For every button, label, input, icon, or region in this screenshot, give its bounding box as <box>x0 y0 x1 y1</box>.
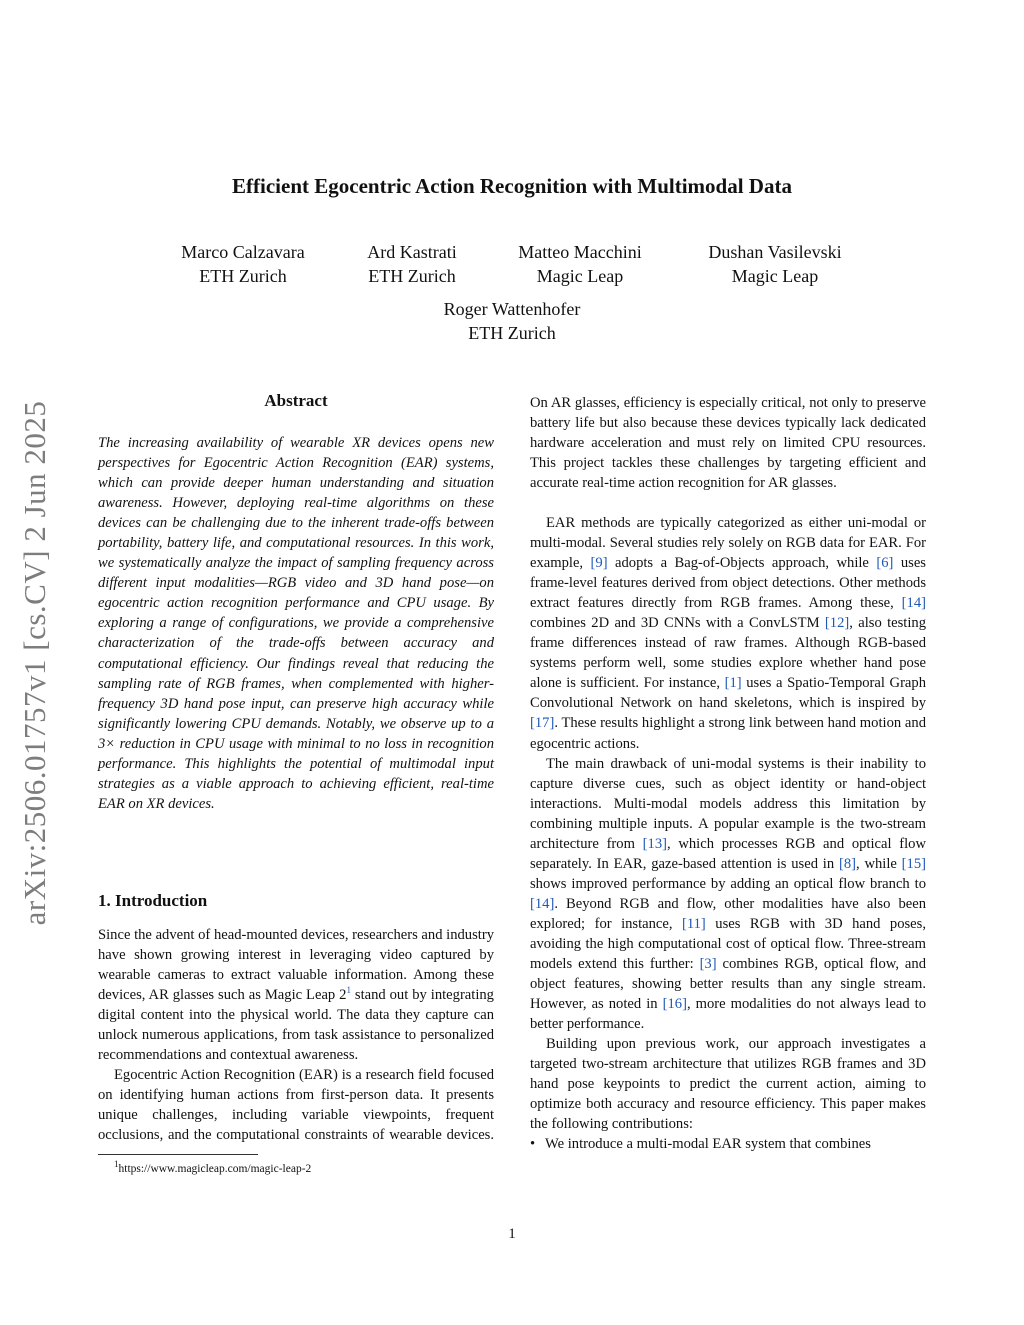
introduction-heading: 1. Introduction <box>98 891 208 910</box>
footnote-marker[interactable]: 1 <box>346 985 351 996</box>
footnote <box>98 1161 494 1177</box>
author-affiliation: ETH Zurich <box>468 323 556 343</box>
citation-link[interactable]: [13] <box>642 835 667 852</box>
intro-paragraph-5: Building upon previous work, our approach investigates a targeted two-stream architecture that utilizes RGB frames and 3D hand pose keypoints to predict the current action, aiming to optimize both accuracy and resource efficiency. This paper makes the following contributions: <box>530 1036 926 1133</box>
intro-paragraph-2-continuation-text: On AR glasses, efficiency is especially critical, not only to preserve battery life but also because these devices typically lack dedicated hardware acceleration and must rely on limited CPU resources. This project tackles these challenges by targeting efficient and accurate real-time action recognition for AR glasses. <box>530 395 926 492</box>
text-run: uses RGB with 3D hand poses, avoiding the high computational cost of optical flow. Three-stream models extend this further: <box>530 915 926 973</box>
author-3 <box>505 240 655 288</box>
author-name: Ard Kastrati <box>367 242 457 262</box>
citation-link[interactable]: [9] <box>590 555 608 572</box>
intro-paragraph-1-part-a: Since the advent of head-mounted devices, researchers and industry have shown growing interest in leveraging video captured by wearable cameras to extract valuable information. Among these devices, AR glasses such as Magic Leap 2 <box>98 927 494 1004</box>
citation-link[interactable]: [17] <box>530 715 555 732</box>
text-run: EAR methods are typically categorized as either uni-modal or multi-modal. Several studies rely solely on RGB data for EAR. For example, <box>530 515 926 572</box>
author-affiliation: ETH Zurich <box>368 266 456 286</box>
text-run: combines RGB, optical flow, and object features, showing better results than any single stream. However, as noted in <box>530 956 926 1013</box>
citation-link[interactable]: [3] <box>699 956 717 973</box>
author-name: Roger Wattenhofer <box>443 299 581 319</box>
citation-link[interactable]: [14] <box>901 595 926 612</box>
citation-link[interactable]: [14] <box>530 895 555 912</box>
author-name: Marco Calzavara <box>181 242 305 262</box>
citation-link[interactable]: [16] <box>662 996 687 1013</box>
author-4 <box>694 240 856 288</box>
intro-paragraph-2: Egocentric Action Recognition (EAR) is a research field focused on identifying human actions from first-person data. It presents unique challenges, including variable viewpoints, frequent occlusions, and the computational constraints of wearable devices. <box>98 1067 494 1144</box>
footnote-mark: 1 <box>114 1159 119 1170</box>
citation-link[interactable]: [15] <box>901 855 926 872</box>
page-number: 1 <box>508 1226 516 1242</box>
author-affiliation: Magic Leap <box>536 266 624 286</box>
text-run: , also testing frame differences instead of raw frames. Although RGB-based systems perform well, some studies explore whether hand pose alone is sufficient. For instance, <box>530 615 926 692</box>
intro-paragraph-1-part-b: stand out by integrating digital content into the physical world. The data they capture can unlock numerous applications, from task assistance to personalized recommendations and contextual awareness. <box>98 987 494 1064</box>
text-run: The main drawback of uni-modal systems is their inability to capture diverse cues, such as object identity or hand-object interactions. Multi-modal models address this limitation by combining multiple inputs. A popular example is the two-stream architecture from <box>530 755 926 852</box>
author-name: Matteo Macchini <box>518 242 642 262</box>
citation-link[interactable]: [8] <box>838 855 856 872</box>
abstract-text: The increasing availability of wearable XR devices opens new perspectives for Egocentric Action Recognition (EAR) systems, which can provide deeper human understanding and situation awareness. However, deploying real-time algorithms on these devices can be challenging due to the inherent trade-offs between portability, battery life, and computational resources. In this work, we systematically analyze the impact of sampling frequency across different input modalities—RGB video and 3D hand pose—on egocentric action recognition performance and CPU usage. By exploring a range of configurations, we provide a comprehensive characterization of the trade-offs between accuracy and computational efficiency. Our findings reveal that reducing the sampling rate of RGB frames, when complemented with higher-frequency 3D hand pose input, can preserve high accuracy while significantly lowering CPU demands. Notably, we observe up to a 3× reduction in CPU usage with minimal to no loss in recognition performance. This highlights the potential of multimodal input strategies as a viable approach to achieving efficient, real-time EAR on XR devices. <box>98 435 494 812</box>
contribution-list-item <box>530 1134 926 1154</box>
author-affiliation: ETH Zurich <box>199 266 287 286</box>
citation-link[interactable]: [6] <box>876 555 894 572</box>
paper-title: Efficient Egocentric Action Recognition with Multimodal Data <box>232 174 792 198</box>
text-run: adopts a Bag-of-Objects approach, while <box>607 555 877 572</box>
arxiv-identifier-stamp: arXiv:2506.01757v1 [cs.CV] 2 Jun 2025 <box>17 400 52 926</box>
text-run: , which processes RGB and optical flow separately. In EAR, gaze-based attention is used in <box>530 835 927 872</box>
text-run: . Beyond RGB and flow, other modalities have also been explored; for instance, <box>530 895 926 932</box>
text-run: combines 2D and 3D CNNs with a ConvLSTM <box>530 615 825 632</box>
author-2 <box>352 240 472 288</box>
right-column <box>530 393 926 1155</box>
text-run: , while <box>856 855 902 872</box>
footnote-divider <box>98 1154 258 1155</box>
author-1 <box>168 240 318 288</box>
text-run: uses frame-level features derived from object detections. Other methods extract features directly from RGB frames. Among these, <box>530 555 926 612</box>
introduction-section <box>98 891 494 1177</box>
text-run: uses a Spatio-Temporal Graph Convolutional Network on hand skeletons, which is inspired by <box>530 675 927 712</box>
contribution-text: We introduce a multi-modal EAR system that combines <box>545 1136 871 1153</box>
intro-paragraph-3 <box>530 513 926 754</box>
intro-paragraph-1 <box>98 925 494 1065</box>
abstract-heading: Abstract <box>264 391 328 410</box>
author-5 <box>412 297 612 345</box>
footnote-url[interactable]: https://www.magicleap.com/magic-leap-2 <box>118 1163 312 1176</box>
text-run: , more modalities do not always lead to better performance. <box>530 996 926 1033</box>
text-run: . These results highlight a strong link between hand motion and egocentric actions. <box>530 715 926 752</box>
bullet-icon: • <box>530 1136 536 1153</box>
citation-link[interactable]: [11] <box>682 915 706 932</box>
text-run: shows improved performance by adding an optical flow branch to <box>530 875 926 892</box>
intro-paragraph-4 <box>530 754 926 1035</box>
author-name: Dushan Vasilevski <box>708 242 842 262</box>
citation-link[interactable]: [12] <box>824 615 850 632</box>
left-column <box>98 391 494 814</box>
citation-link[interactable]: [1] <box>724 675 742 692</box>
intro-paragraph-2-continued <box>530 393 926 513</box>
author-affiliation: Magic Leap <box>731 266 819 286</box>
